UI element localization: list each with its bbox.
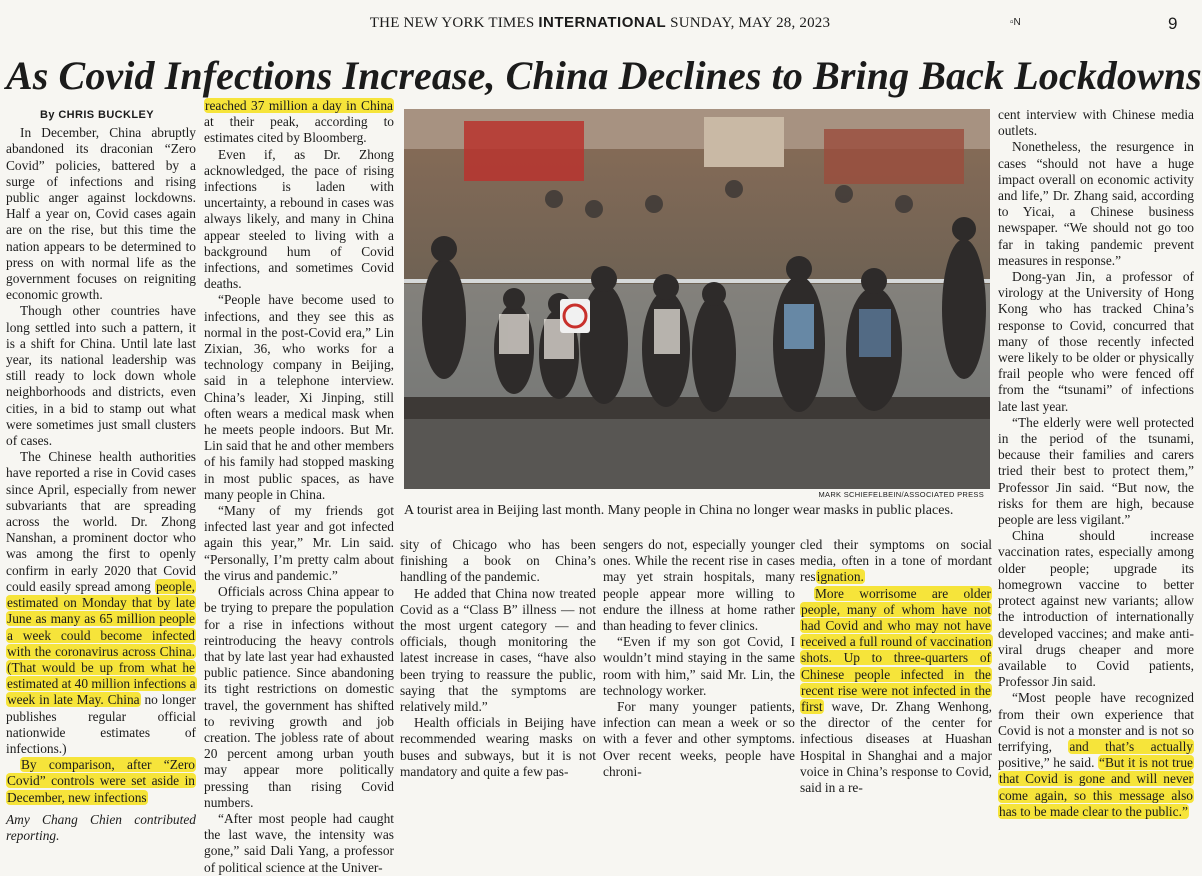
edition-mark: ▫N: [1010, 17, 1021, 28]
highlighted-text: reached 37 million a day in China: [205, 98, 393, 113]
paragraph: Even if, as Dr. Zhong acknowledged, the pace of rising infections is laden with uncertainty, a rebound in cases was always likely, and many in China appear steeled to living with a background hum of Covid infections, and sometimes Covid deaths.: [204, 146, 394, 292]
article-column-5: [800, 537, 992, 796]
paragraph: Nonetheless, the resurgence in cases “should not have a huge impact overall on economic activity and life,” Dr. Zhang said, according to Yicai, a Chinese business newspaper. “We should not go too far in taking pandemic prevent measures in response.”: [998, 139, 1194, 268]
photo-credit: MARK SCHIEFELBEIN/ASSOCIATED PRESS: [818, 490, 984, 499]
photo-illustration: [404, 109, 990, 489]
paragraph: [6, 757, 196, 806]
text-run: positive,” he said.: [998, 755, 1099, 771]
paragraph: [6, 449, 196, 757]
text-run: at their peak, according to estimates cited by Bloomberg.: [204, 114, 394, 146]
highlighted-text: By comparison, after “Zero Covid” controls were set aside in December, new infections: [7, 757, 195, 805]
paragraph: He added that China now treated Covid as a “Class B” illness — not the most urgent category — and officials, though monitoring the latest increase in cases, “have also been trying to reassure the public, saying that the symptoms are relatively mild.”: [400, 585, 596, 715]
highlighted-text: More worrisome are older people, many of whom have not had Covid and who may not have received a full round of vaccination shots. Up to three-quarters of Chinese people infected in the recent rise were not infected in the first: [801, 585, 992, 715]
paper-name: THE NEW YORK TIMES: [369, 15, 535, 31]
news-photo: [404, 109, 990, 489]
highlighted-text: ignation.: [816, 569, 864, 585]
highlighted-text: “But it is not true that Covid is gone and will never come again, so this message also has to be made clear to the public.”: [999, 755, 1193, 819]
paragraph: In December, China abruptly abandoned its draconian “Zero Covid” policies, battered by a surge of infections and rising public anger against lockdowns. Half a year on, Covid cases again are on the rise, but this time the nation appears to be determined to press on with normal life as the government focuses on reigniting economic growth.: [6, 125, 196, 303]
text-run: cled their symptoms on social media, often in a tone of mordant res: [800, 537, 992, 585]
contributor-note: Amy Chang Chien contributed reporting.: [6, 811, 196, 843]
text-run: “Most people have recognized from their own experience that Covid is not a monster and is not so terrifying,: [998, 690, 1194, 754]
text-run: wave, Dr. Zhang Wenhong, the director of the center for infectious diseases at Huashan Hospital in Shanghai and a major voice in China’s response to Covid, said in a re-: [800, 699, 992, 796]
paragraph: Health officials in Beijing have recommended wearing masks on buses and subways, but it is not mandatory and quite a few pas-: [400, 715, 596, 779]
section-name: INTERNATIONAL: [538, 14, 667, 31]
paragraph: [998, 690, 1194, 820]
paragraph: Dong-yan Jin, a professor of virology at the University of Hong Kong who has tracked China’s response to Covid, concurred that many of those recently infected were likely to be older or physically frail people who were fenced off from the “tsunami” of infections late last year.: [998, 269, 1194, 414]
article-column-1: [6, 107, 196, 844]
paragraph: “After most people had caught the last wave, the intensity was gone,” said Dali Yang, a professor of political science at the Univer-: [204, 810, 394, 875]
paragraph: sity of Chicago who has been finishing a book on China’s handling of the pandemic.: [400, 537, 596, 585]
text-run: The Chinese health authorities have reported a rise in Covid cases since April, especially from newer subvariants that are spreading across the world. Dr. Zhong Nanshan, a prominent doctor who was among the first to openly confirm in early 2020 that Covid could easily spread among: [6, 449, 196, 594]
paragraph: “Many of my friends got infected last year and got infected again this year,” Mr. Lin said. “Personally, I’m pretty calm about the virus and pandemic.”: [204, 503, 394, 583]
headline: As Covid Infections Increase, China Declines to Bring Back Lockdowns: [6, 53, 1202, 98]
text-run: no longer publishes regular official nationwide estimates of infections.): [6, 692, 196, 756]
paragraph: China should increase vaccination rates, especially among older people; upgrade its homegrown vaccine to better protect against new variants; allow the introduction of internationally developed vaccines; and make anti-viral drugs cheaper and more available to Covid patients, Professor Jin said.: [998, 528, 1194, 690]
paragraph: “People have become used to infections, and they see this as normal in the post-Covid era,” Lin Zixian, 36, who works for a technology company in Beijing, said in a telephone interview. China’s leader, Xi Jinping, still often wears a medical mask when he meets people indoors. But Mr. Lin said that he and other members of his family had stopped masking in most public spaces, as have many people in China.: [204, 292, 394, 502]
paragraph: “Even if my son got Covid, I wouldn’t mind staying in the same room with him,” said Mr. Lin, the technology worker.: [603, 634, 795, 698]
article-column-4: [603, 537, 795, 780]
issue-date: SUNDAY, MAY 28, 2023: [670, 15, 831, 31]
article-column-3: [400, 537, 596, 780]
paragraph: Officials across China appear to be trying to prepare the population for a rise in infections without reintroducing the heavy controls that by late last year had exhausted public patience. Since abandoning its tight restrictions on domestic travel, the government has shifted to reviving growth and job creation. The jobless rate of about 20 percent among urban youth may appear more politically pressing than rising Covid numbers.: [204, 584, 394, 810]
paragraph: sengers do not, especially younger ones. While the recent rise in cases may yet strain hospitals, many people appear more willing to endure the illness at home rather than heading to fever clinics.: [603, 537, 795, 634]
paragraph: [800, 586, 992, 797]
paragraph: For many younger patients, infection can mean a week or so with a fever and other symptoms. Over recent weeks, people have chroni-: [603, 699, 795, 779]
highlighted-text: people, estimated on Monday that by late June as many as 65 million people a week could become infected with the coronavirus across China. (That would be up from what he estimated at 40 million infections a week in late May. China: [7, 578, 196, 708]
masthead: [0, 14, 1200, 36]
article-column-2: [204, 98, 394, 876]
page-number: 9: [1168, 14, 1178, 33]
paragraph: cent interview with Chinese media outlets.: [998, 107, 1194, 139]
byline: By CHRIS BUCKLEY: [40, 109, 154, 121]
paragraph: “The elderly were well protected in the period of the tsunami, because their families and carers tried their best to protect them,” Professor Jin said. “But now, the risks for them are high, because people are less vigilant.”: [998, 414, 1194, 528]
paragraph: Though other countries have long settled into such a pattern, it is a shift for China. Until late last year, its national leadership was still ready to lock down whole neighborhoods and districts, even cities, in a bid to stamp out what were sometimes just small clusters of cases.: [6, 303, 196, 449]
paragraph: [800, 537, 992, 586]
highlighted-text: and that’s actually: [1069, 738, 1194, 754]
paragraph: [204, 98, 394, 147]
photo-caption: A tourist area in Beijing last month. Many people in China no longer wear masks in public places.: [404, 503, 954, 518]
article-column-6: [998, 107, 1194, 820]
